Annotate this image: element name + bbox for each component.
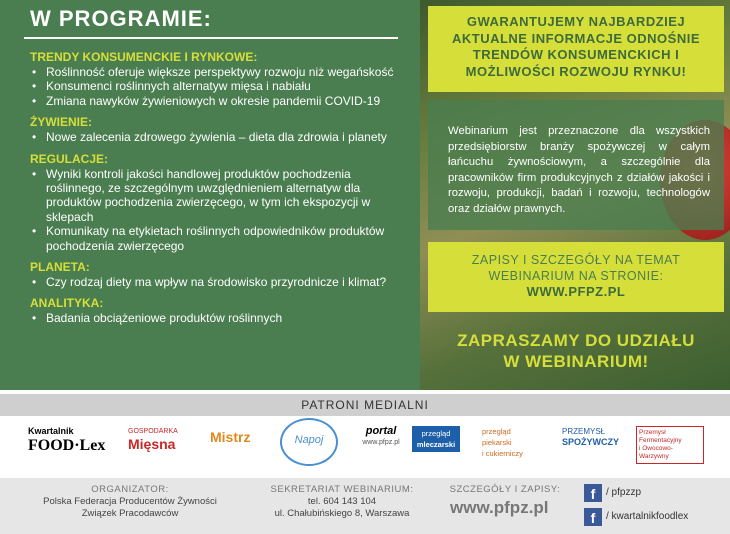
registration-panel — [428, 242, 724, 312]
list-item: • Konsumenci roślinnych alternatyw mięsa i nabiału — [30, 79, 410, 93]
list-item: • Zmiana nawyków żywieniowych w okresie pandemii COVID-19 — [30, 94, 410, 108]
invite-line: ZAPRASZAMY DO UDZIAŁU — [457, 331, 695, 350]
section-title: ANALITYKA: — [30, 296, 104, 311]
logo-przemysl-spozywczy: PRZEMYSŁ SPOŻYWCZY — [562, 427, 620, 447]
invite-banner — [428, 322, 724, 390]
facebook-link[interactable]: / kwartalnikfoodlex — [606, 511, 689, 522]
registration-line: ZAPISY I SZCZEGÓŁY NA TEMAT — [471, 253, 681, 267]
footer — [0, 478, 730, 534]
organizer-name: Polska Federacja Producentów Żywności — [43, 496, 217, 507]
guarantee-panel — [428, 6, 724, 92]
program-title: W PROGRAMIE: — [30, 6, 212, 31]
section-title: TRENDY KONSUMENCKIE I RYNKOWE: — [30, 50, 258, 64]
facebook-link[interactable]: / pfpzzp — [606, 487, 642, 498]
list-item: • Czy rodzaj diety ma wpływ na środowisko przyrodnicze i klimat? — [30, 275, 410, 289]
program-sections — [30, 50, 410, 333]
divider — [24, 37, 398, 39]
secretariat-label: SEKRETARIAT WEBINARIUM: — [270, 484, 414, 495]
registration-link[interactable]: WWW.PFPZ.PL — [526, 284, 626, 299]
description-panel — [428, 100, 724, 230]
section-title: REGULACJE: — [30, 151, 109, 166]
logo-przeglad-mleczarski: przegląd mleczarski — [412, 426, 460, 452]
list-item: • Badania obciążeniowe produktów roślinnych — [30, 311, 410, 325]
section-title: ŻYWIENIE: — [30, 115, 92, 130]
list-item: • Roślinność oferuje większe perspektywy rozwoju niż wegańskość — [30, 65, 410, 79]
section-regulations — [30, 152, 410, 253]
logo-przemysl-fermentacyjny: Przemysł Fermentacyjny i Owocowo-Warzywny — [636, 426, 704, 464]
section-planet — [30, 260, 410, 289]
description-text: Webinarium jest przeznaczone dla wszystkich przedsiębiorstw branży spożywczej w całym łańcuchu żywnościowym, a szczególnie dla pracowników firm produkcyjnych z działów jakości i rozwoju, produkcji, badań i rozwoju, technologów oraz działów prawnych. — [448, 125, 710, 215]
section-analytics — [30, 296, 410, 325]
organizer-label: ORGANIZATOR: — [91, 484, 169, 495]
section-title: PLANETA: — [30, 260, 90, 275]
facebook-icon[interactable]: f — [584, 484, 602, 502]
secretariat-phone: tel. 604 143 104 — [307, 496, 377, 507]
details-link[interactable]: www.pfpz.pl — [450, 498, 549, 517]
facebook-icon[interactable]: f — [584, 508, 602, 526]
logo-przeglad-piekarski: przegląd piekarski i cukierniczy — [482, 427, 523, 458]
section-trends — [30, 50, 410, 108]
logo-foodlex: Kwartalnik FOOD·Lex — [28, 426, 106, 454]
organizer-name: Związek Pracodawców — [81, 508, 179, 519]
patrons-logos — [0, 418, 730, 468]
logo-gospodarka-miesna: GOSPODARKA Mięsna — [128, 428, 178, 452]
registration-line: WEBINARIUM NA STRONIE: — [488, 269, 664, 283]
section-nutrition — [30, 115, 410, 144]
invite-line: W WEBINARIUM! — [503, 352, 649, 371]
secretariat-address: ul. Chałubińskiego 8, Warszawa — [274, 508, 410, 519]
list-item: • Komunikaty na etykietach roślinnych odpowiedników produktów pochodzenia zwierzęcego — [30, 224, 410, 253]
guarantee-text: GWARANTUJEMY NAJBARDZIEJ AKTUALNE INFORMACJE ODNOŚNIE TRENDÓW KONSUMENCKICH I MOŻLIWOŚCI ROZWOJU RYNKU! — [451, 14, 700, 79]
details-label: SZCZEGÓŁY I ZAPISY: — [449, 484, 561, 495]
footer-organizer — [30, 484, 230, 520]
footer-details — [440, 484, 570, 496]
footer-secretariat — [262, 484, 422, 520]
logo-napoje: Napoj — [280, 418, 338, 466]
patrons-title: PATRONI MEDIALNI — [0, 394, 730, 416]
logo-mistrz: Mistrz — [210, 429, 251, 445]
program-panel — [0, 0, 420, 390]
logo-portal: portal www.pfpz.pl — [362, 425, 400, 446]
list-item: • Wyniki kontroli jakości handlowej produktów pochodzenia roślinnego, ze szczególnym uwzględnieniem alternatyw dla produktów pochodzenia zwierzęcego, w tym ich ekspozycji w sklepach — [30, 167, 410, 225]
list-item: • Nowe zalecenia zdrowego żywienia – dieta dla zdrowia i planety — [30, 130, 410, 144]
